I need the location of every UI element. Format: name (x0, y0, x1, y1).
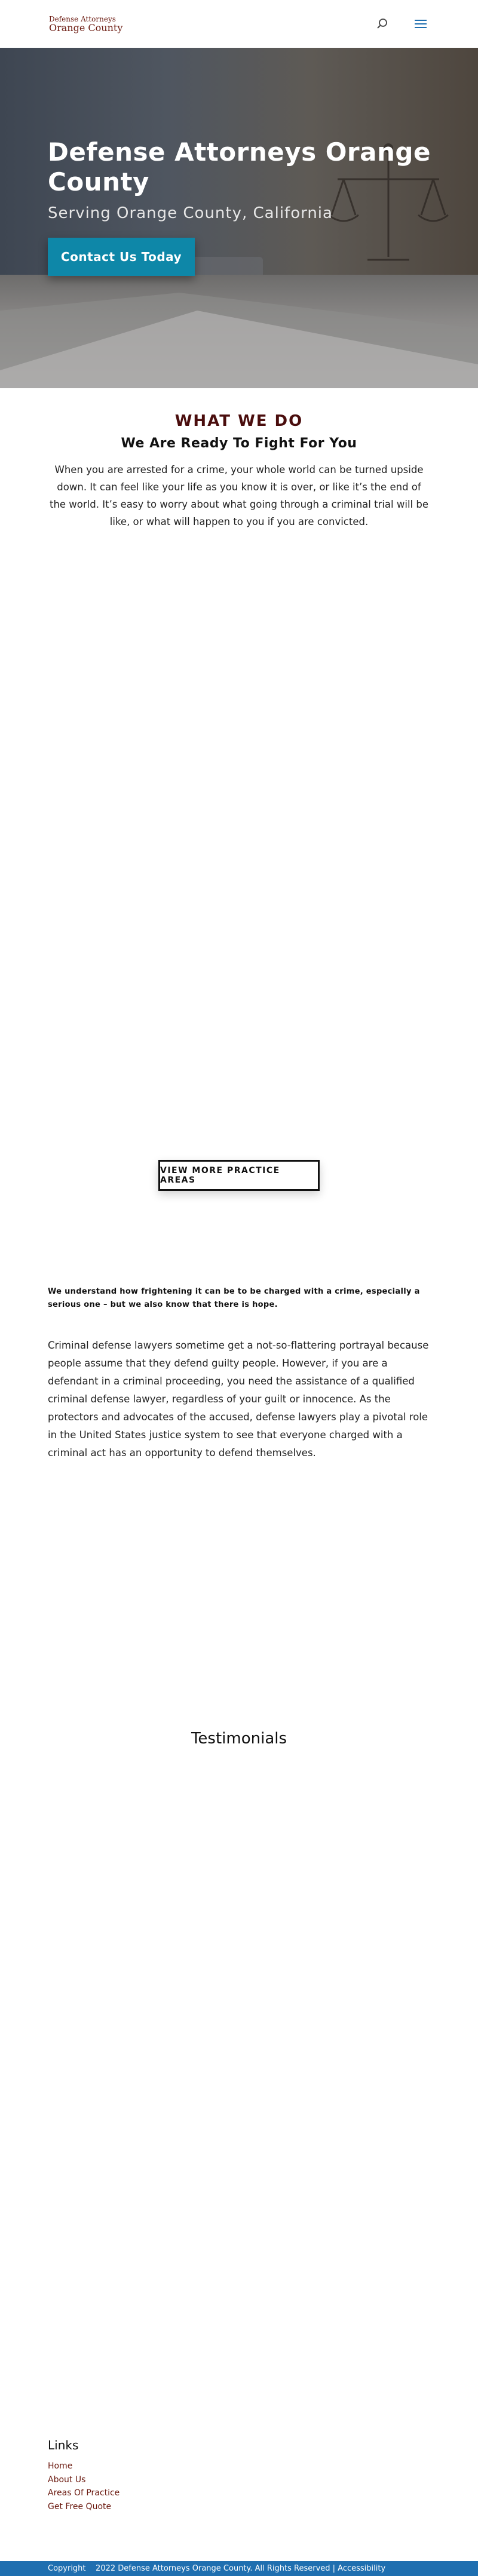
hero-title: Defense Attorneys Orange County (48, 137, 431, 196)
defense-body-text: Criminal defense lawyers sometime get a not-so-flattering portrayal because people assume that they defend guilty people. However, if you are a defendant in a criminal proceeding, you need the assistance of a qualified criminal defense lawyer, regardless of your guilt or innocence. As the protectors and advocates of the accused, defense lawyers play a pivotal role in the United States justice system to see that everyone charged with a criminal act has an opportunity to defend themselves. (48, 1340, 429, 1459)
copyright-text: Copyright 2022 Defense Attorneys Orange County. All Rights Reserved | Accessibility (48, 2564, 386, 2573)
what-we-do-heading: WHAT WE DO (174, 412, 304, 430)
understand-lead: We understand how frightening it can be to be charged with a crime, especially a serious one – but we also know that there is hope. (48, 1287, 420, 1309)
search-icon[interactable] (376, 18, 388, 30)
link-get-free-quote[interactable]: Get Free Quote (48, 2501, 112, 2511)
hero-wedge-divider (0, 293, 478, 388)
link-areas-of-practice[interactable]: Areas Of Practice (48, 2488, 120, 2498)
hero-section (0, 48, 478, 388)
contact-us-button[interactable]: Contact Us Today (48, 238, 195, 276)
logo-line-2: Orange County (49, 22, 123, 33)
hero-subtitle: Serving Orange County, California (48, 204, 333, 222)
what-we-do-subheading: We Are Ready To Fight For You (121, 436, 357, 451)
testimonials-heading: Testimonials (191, 1730, 287, 1748)
site-header (0, 0, 478, 48)
links-heading: Links (48, 2438, 79, 2452)
footer-links-list (48, 2460, 120, 2513)
what-we-do-body: When you are arrested for a crime, your whole world can be turned upside down. It can feel like your life as you know it is over, or like it’s the end of the world. It’s easy to worry about what going through a criminal trial will be like, or what will happen to you if you are convicted. (49, 464, 428, 527)
logo-line-1: Defense Attorneys (49, 15, 116, 23)
view-practice-areas-button[interactable]: VIEW MORE PRACTICE AREAS (158, 1160, 320, 1191)
link-about-us[interactable]: About Us (48, 2474, 86, 2485)
site-logo[interactable] (49, 16, 122, 33)
site-footer (0, 2561, 478, 2576)
hamburger-menu-icon[interactable] (414, 18, 427, 30)
link-home[interactable]: Home (48, 2461, 73, 2471)
